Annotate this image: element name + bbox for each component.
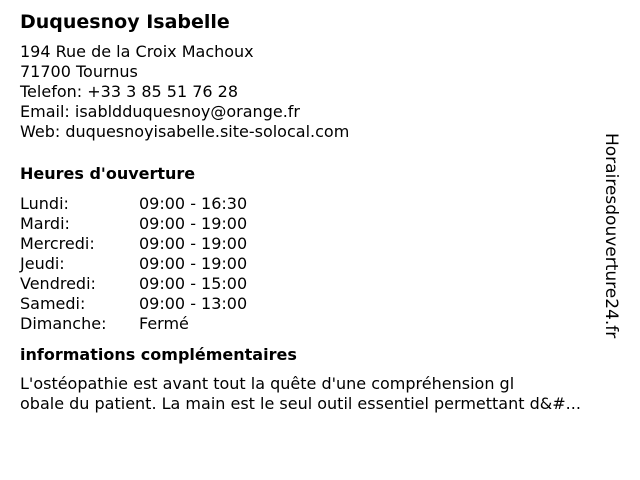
address-street: 194 Rue de la Croix Machoux xyxy=(20,42,254,61)
time-range: 09:00 - 13:00 xyxy=(139,294,248,313)
hours-row-monday xyxy=(20,194,620,214)
opening-hours-title: Heures d'ouverture xyxy=(20,164,196,183)
address-city: 71700 Tournus xyxy=(20,62,138,81)
additional-info-title: informations complémentaires xyxy=(20,345,297,364)
description-line: L'ostéopathie est avant tout la quête d'une compréhension gl xyxy=(20,374,515,393)
phone-line: Telefon: +33 3 85 51 76 28 xyxy=(20,82,239,101)
business-name: Duquesnoy Isabelle xyxy=(20,11,230,33)
day-label: Mercredi: xyxy=(20,234,95,253)
hours-row-sunday xyxy=(20,314,620,334)
hours-row-friday xyxy=(20,274,620,294)
time-range: Fermé xyxy=(139,314,189,333)
time-range: 09:00 - 19:00 xyxy=(139,214,248,233)
time-range: 09:00 - 19:00 xyxy=(139,234,248,253)
brand-watermark: Horairesdouverture24.fr xyxy=(601,133,621,339)
day-label: Mardi: xyxy=(20,214,70,233)
time-range: 09:00 - 19:00 xyxy=(139,254,248,273)
time-range: 09:00 - 15:00 xyxy=(139,274,248,293)
day-label: Jeudi: xyxy=(20,254,65,273)
day-label: Vendredi: xyxy=(20,274,96,293)
website-line: Web: duquesnoyisabelle.site-solocal.com xyxy=(20,122,350,141)
hours-row-thursday xyxy=(20,254,620,274)
day-label: Dimanche: xyxy=(20,314,107,333)
business-card xyxy=(20,10,620,414)
time-range: 09:00 - 16:30 xyxy=(139,194,248,213)
hours-row-wednesday xyxy=(20,234,620,254)
hours-row-tuesday xyxy=(20,214,620,234)
hours-row-saturday xyxy=(20,294,620,314)
description-line: obale du patient. La main est le seul outil essentiel permettant d&#... xyxy=(20,394,581,413)
day-label: Lundi: xyxy=(20,194,69,213)
opening-hours-list xyxy=(20,194,620,334)
day-label: Samedi: xyxy=(20,294,86,313)
email-line: Email: isabldduquesnoy@orange.fr xyxy=(20,102,300,121)
